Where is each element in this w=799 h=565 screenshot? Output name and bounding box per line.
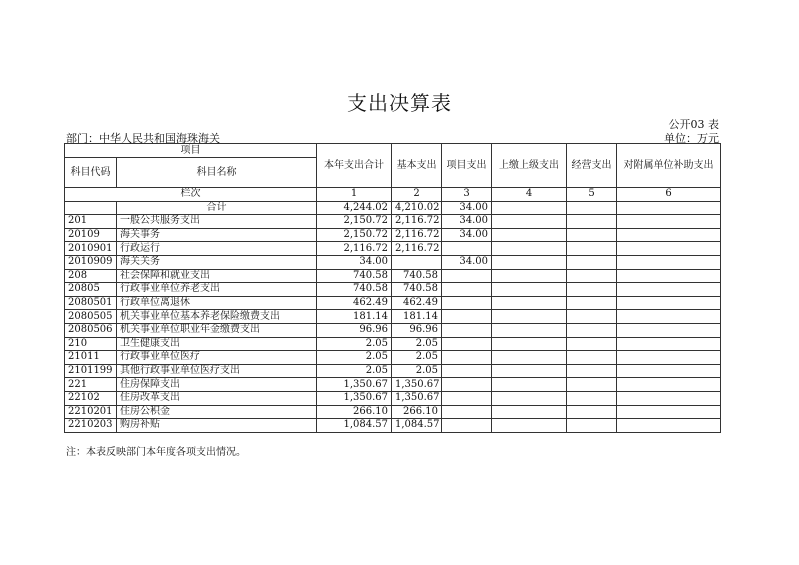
cell-subsidy [617, 255, 721, 269]
cell-upper [492, 296, 567, 310]
cell-operating [567, 419, 617, 433]
cell-project [442, 419, 492, 433]
cell-upper [492, 337, 567, 351]
cell-subsidy [617, 391, 721, 405]
cell-project [442, 323, 492, 337]
table-row [65, 269, 721, 283]
header-project: 项目支出 [442, 144, 492, 188]
table-row [65, 364, 721, 378]
table-row [65, 310, 721, 324]
unit-label: 单位：万元 [664, 132, 719, 145]
cell-name: 海关关务 [117, 255, 317, 269]
cell-name: 一般公共服务支出 [117, 215, 317, 229]
cell-subsidy [617, 228, 721, 242]
col-num: 2 [392, 188, 442, 202]
cell-total: 266.10 [317, 405, 392, 419]
cell-subsidy [617, 405, 721, 419]
cell-basic: 96.96 [392, 323, 442, 337]
cell-upper [492, 391, 567, 405]
cell-project [442, 296, 492, 310]
cell-total: 1,350.67 [317, 378, 392, 392]
cell-operating [567, 364, 617, 378]
header-basic: 基本支出 [392, 144, 442, 188]
header-subsidy: 对附属单位补助支出 [617, 144, 721, 188]
cell-operating [567, 351, 617, 365]
cell-upper [492, 405, 567, 419]
cell-name: 卫生健康支出 [117, 337, 317, 351]
cell-basic: 1,350.67 [392, 378, 442, 392]
cell-upper [492, 283, 567, 297]
cell-subsidy [617, 310, 721, 324]
cell-subsidy [617, 242, 721, 256]
cell-upper [492, 378, 567, 392]
cell-name: 行政事业单位养老支出 [117, 283, 317, 297]
cell-total: 462.49 [317, 296, 392, 310]
cell-total: 2.05 [317, 351, 392, 365]
header-code: 科目代码 [65, 158, 117, 188]
cell-code: 201 [65, 215, 117, 229]
cell-upper [492, 255, 567, 269]
cell-basic: 266.10 [392, 405, 442, 419]
cell-subsidy [617, 323, 721, 337]
cell-subsidy [617, 378, 721, 392]
cell-basic: 2,116.72 [392, 242, 442, 256]
expenditure-table [64, 143, 721, 433]
cell-operating [567, 228, 617, 242]
cell-subsidy [617, 419, 721, 433]
cell-project [442, 391, 492, 405]
cell-basic: 4,210.02 [392, 201, 442, 215]
cell-code: 2010901 [65, 242, 117, 256]
cell-name: 住房改革支出 [117, 391, 317, 405]
header-item: 项目 [65, 144, 317, 158]
table-row [65, 215, 721, 229]
cell-code: 22102 [65, 391, 117, 405]
cell-basic: 1,350.67 [392, 391, 442, 405]
cell-basic: 2.05 [392, 364, 442, 378]
cell-code: 2210201 [65, 405, 117, 419]
cell-total: 2.05 [317, 337, 392, 351]
cell-project [442, 364, 492, 378]
table-row [65, 351, 721, 365]
table-row [65, 378, 721, 392]
cell-upper [492, 364, 567, 378]
cell-basic [392, 255, 442, 269]
cell-code: 21011 [65, 351, 117, 365]
table-row [65, 296, 721, 310]
cell-code: 2080506 [65, 323, 117, 337]
table-row [65, 228, 721, 242]
header-operating: 经营支出 [567, 144, 617, 188]
cell-project: 34.00 [442, 215, 492, 229]
cell-operating [567, 269, 617, 283]
cell-code [65, 201, 117, 215]
cell-operating [567, 201, 617, 215]
cell-total: 1,084.57 [317, 419, 392, 433]
cell-upper [492, 323, 567, 337]
cell-operating [567, 378, 617, 392]
cell-project [442, 351, 492, 365]
report-title: 支出决算表 [347, 91, 452, 115]
cell-name: 机关事业单位职业年金缴费支出 [117, 323, 317, 337]
table-note: 注：本表反映部门本年度各项支出情况。 [66, 447, 246, 458]
department-label: 部门：中华人民共和国海珠海关 [66, 132, 220, 145]
cell-name: 机关事业单位基本养老保险缴费支出 [117, 310, 317, 324]
cell-upper [492, 201, 567, 215]
cell-total: 181.14 [317, 310, 392, 324]
cell-basic: 181.14 [392, 310, 442, 324]
col-num: 1 [317, 188, 392, 202]
cell-project [442, 283, 492, 297]
cell-subsidy [617, 283, 721, 297]
cell-upper [492, 351, 567, 365]
table-row [65, 391, 721, 405]
cell-basic: 2,116.72 [392, 215, 442, 229]
col-num: 3 [442, 188, 492, 202]
cell-upper [492, 228, 567, 242]
cell-upper [492, 419, 567, 433]
cell-subsidy [617, 351, 721, 365]
table-row [65, 242, 721, 256]
cell-operating [567, 296, 617, 310]
cell-name: 行政运行 [117, 242, 317, 256]
cell-total: 2,116.72 [317, 242, 392, 256]
cell-project [442, 310, 492, 324]
cell-subsidy [617, 201, 721, 215]
cell-code: 221 [65, 378, 117, 392]
cell-upper [492, 269, 567, 283]
cell-project [442, 269, 492, 283]
cell-code: 2080501 [65, 296, 117, 310]
cell-subsidy [617, 296, 721, 310]
cell-code: 2080505 [65, 310, 117, 324]
cell-name: 购房补贴 [117, 419, 317, 433]
cell-basic: 2.05 [392, 351, 442, 365]
col-num: 6 [617, 188, 721, 202]
cell-subsidy [617, 337, 721, 351]
table-row [65, 337, 721, 351]
cell-basic: 740.58 [392, 269, 442, 283]
cell-project [442, 378, 492, 392]
header-name: 科目名称 [117, 158, 317, 188]
cell-upper [492, 310, 567, 324]
header-upper: 上缴上级支出 [492, 144, 567, 188]
cell-code: 2101199 [65, 364, 117, 378]
cell-total: 2.05 [317, 364, 392, 378]
cell-basic: 2.05 [392, 337, 442, 351]
cell-total: 740.58 [317, 283, 392, 297]
cell-name: 海关事务 [117, 228, 317, 242]
col-num: 5 [567, 188, 617, 202]
cell-operating [567, 242, 617, 256]
cell-basic: 1,084.57 [392, 419, 442, 433]
col-num: 4 [492, 188, 567, 202]
cell-code: 208 [65, 269, 117, 283]
cell-project: 34.00 [442, 228, 492, 242]
cell-subsidy [617, 269, 721, 283]
cell-operating [567, 323, 617, 337]
cell-upper [492, 215, 567, 229]
table-row [65, 323, 721, 337]
cell-name: 住房保障支出 [117, 378, 317, 392]
cell-code: 2010909 [65, 255, 117, 269]
cell-total: 2,150.72 [317, 228, 392, 242]
cell-operating [567, 310, 617, 324]
cell-project [442, 405, 492, 419]
cell-basic: 740.58 [392, 283, 442, 297]
cell-upper [492, 242, 567, 256]
cell-project [442, 337, 492, 351]
cell-code: 20805 [65, 283, 117, 297]
table-row [65, 283, 721, 297]
column-label: 栏次 [65, 188, 317, 202]
cell-name: 其他行政事业单位医疗支出 [117, 364, 317, 378]
cell-name: 社会保障和就业支出 [117, 269, 317, 283]
header-total: 本年支出合计 [317, 144, 392, 188]
cell-operating [567, 405, 617, 419]
cell-code: 210 [65, 337, 117, 351]
cell-total: 1,350.67 [317, 391, 392, 405]
table-row [65, 201, 721, 215]
cell-total: 96.96 [317, 323, 392, 337]
cell-basic: 2,116.72 [392, 228, 442, 242]
cell-name: 住房公积金 [117, 405, 317, 419]
cell-name: 行政单位离退休 [117, 296, 317, 310]
table-row [65, 405, 721, 419]
cell-operating [567, 255, 617, 269]
cell-project [442, 242, 492, 256]
cell-operating [567, 283, 617, 297]
cell-code: 20109 [65, 228, 117, 242]
cell-code: 2210203 [65, 419, 117, 433]
cell-project: 34.00 [442, 201, 492, 215]
cell-total: 2,150.72 [317, 215, 392, 229]
cell-name: 合计 [117, 201, 317, 215]
cell-operating [567, 391, 617, 405]
cell-operating [567, 215, 617, 229]
cell-total: 740.58 [317, 269, 392, 283]
cell-operating [567, 337, 617, 351]
cell-project: 34.00 [442, 255, 492, 269]
form-number: 公开03 表 [668, 118, 719, 131]
cell-basic: 462.49 [392, 296, 442, 310]
cell-total: 4,244.02 [317, 201, 392, 215]
cell-name: 行政事业单位医疗 [117, 351, 317, 365]
table-row [65, 419, 721, 433]
table-body [65, 201, 721, 432]
table-row [65, 255, 721, 269]
cell-total: 34.00 [317, 255, 392, 269]
cell-subsidy [617, 215, 721, 229]
cell-subsidy [617, 364, 721, 378]
